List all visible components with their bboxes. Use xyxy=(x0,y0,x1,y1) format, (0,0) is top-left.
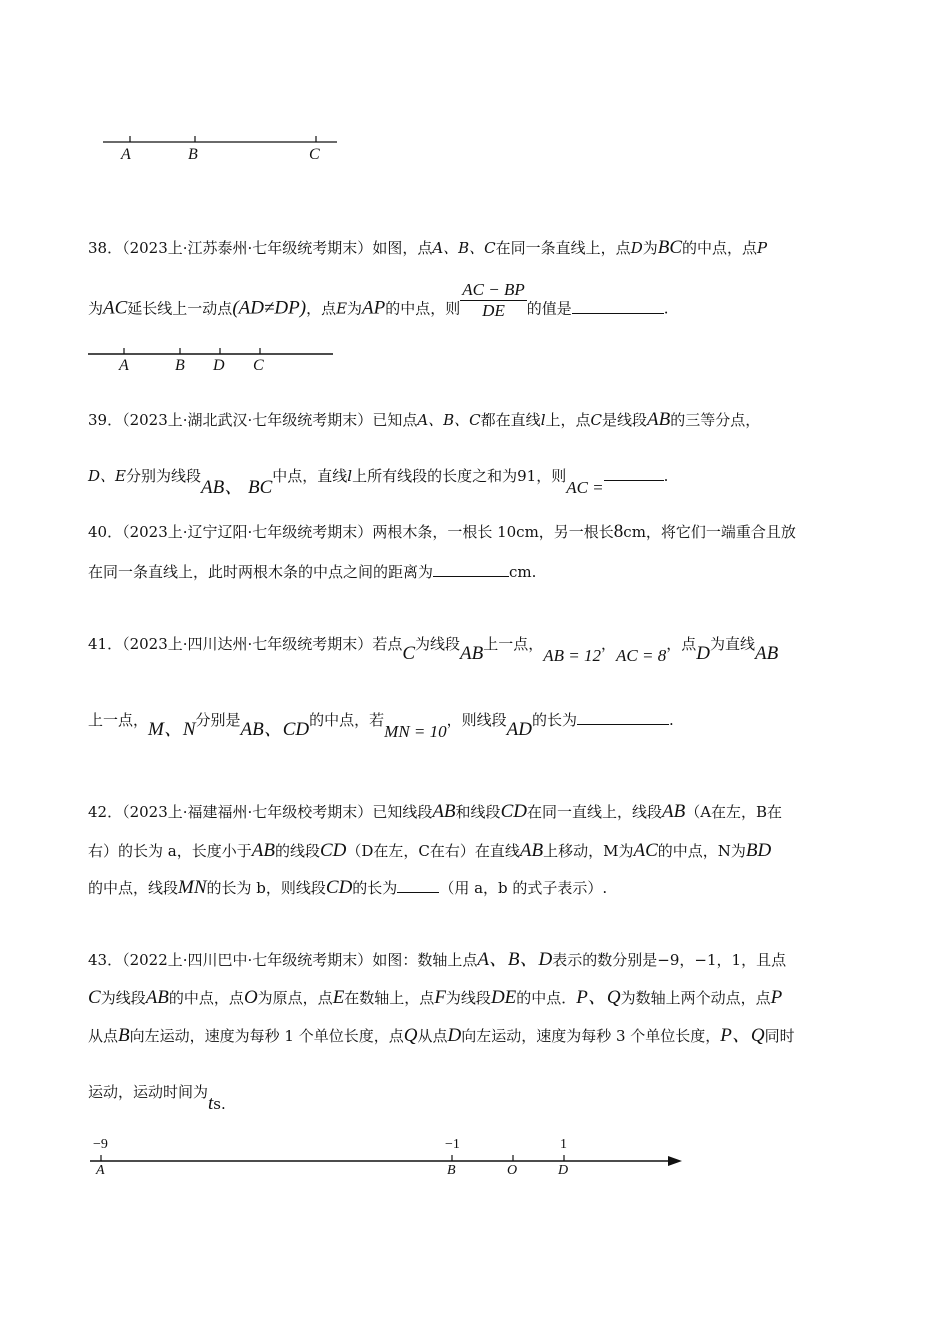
q39-points: A、B、C xyxy=(417,411,481,429)
q41-text: . xyxy=(669,711,674,729)
q39-text: 已知点 xyxy=(372,411,418,429)
q43-text: 在数轴上，点 xyxy=(344,989,435,1007)
q41-text: 为线段 xyxy=(415,635,461,653)
q39-line2 xyxy=(88,466,669,498)
q43-line1 xyxy=(88,950,786,970)
q42-text: 的中点，N为 xyxy=(657,842,746,860)
q42-line1 xyxy=(88,802,782,822)
q43-seg-de: DE xyxy=(490,987,517,1008)
q43-line2 xyxy=(88,988,782,1008)
q41-point-c: C xyxy=(402,643,416,664)
q42-line3 xyxy=(88,878,607,898)
q41-text: 上一点， xyxy=(88,711,149,729)
q43-text: 从点 xyxy=(417,1027,448,1045)
q39-points-de: D、E xyxy=(88,467,126,485)
q39-answer-blank[interactable] xyxy=(604,466,664,481)
q42-text: （用 a，b 的式子表示）. xyxy=(439,879,608,897)
q39-line-l: l xyxy=(540,411,546,429)
q43-points-pq: P、Q xyxy=(576,987,621,1008)
q41-eq-ab: AB = 12 xyxy=(543,646,602,665)
q42-seg-ab: AB xyxy=(432,801,456,822)
q42-seg-cd: CD xyxy=(500,801,527,822)
q42-text: 的中点，线段 xyxy=(88,879,179,897)
axis-label-a: A xyxy=(96,1163,105,1178)
q43-text: ，且点 xyxy=(741,951,787,969)
q38-number: 38． xyxy=(88,239,123,257)
q38-text: 为 xyxy=(642,239,658,257)
q39-text: 上，点 xyxy=(545,411,591,429)
point-label-b: B xyxy=(188,146,198,163)
q41-segs: AB、CD xyxy=(240,719,310,740)
q41-points-mn: M、N xyxy=(148,719,196,740)
q43-point-f: F xyxy=(434,987,446,1008)
q39-text: ，则 xyxy=(536,467,567,485)
q42-text: 已知线段 xyxy=(372,803,433,821)
q41-text: 的中点，若 xyxy=(309,711,385,729)
q43-point-q: Q xyxy=(403,1025,418,1046)
q42-text: 上移动，M为 xyxy=(543,842,634,860)
q41-text: ，则线段 xyxy=(446,711,507,729)
q41-eq-ac: AC = 8 xyxy=(616,646,667,665)
q39-answer-label: AC = xyxy=(566,478,604,497)
q38-label-b: B xyxy=(175,357,185,374)
q43-point-b: B xyxy=(118,1025,130,1046)
point-label-a: A xyxy=(121,146,131,163)
q38-text: 的中点，点 xyxy=(682,239,758,257)
q43-point-p: P xyxy=(770,987,783,1008)
q43-number-line xyxy=(90,1150,690,1174)
q38-label-c: C xyxy=(253,357,264,374)
q43-number: 43． xyxy=(88,951,123,969)
q41-text: ， xyxy=(666,635,682,653)
q43-text: 同时 xyxy=(764,1027,795,1045)
q38-point-d: D xyxy=(630,239,643,257)
q43-text: 如图：数轴上点 xyxy=(372,951,478,969)
arrow-right-icon xyxy=(668,1156,682,1166)
q38-points: A、B、C xyxy=(432,239,496,257)
q38-point-e: E xyxy=(336,299,348,318)
axis-label-d: D xyxy=(558,1163,569,1178)
q39-text: 的三等分点， xyxy=(670,411,761,429)
q41-seg-ad: AD xyxy=(506,719,532,740)
q39-text: 上所有线段的长度之和为 xyxy=(352,467,518,485)
q40-text: 在同一条直线上，此时两根木条的中点之间的距离为 xyxy=(88,563,434,581)
q38-text: 的值是 xyxy=(526,299,572,318)
q39-text: 中点，直线 xyxy=(272,467,348,485)
q38-line1 xyxy=(88,238,767,258)
q43-text: 为线段 xyxy=(445,989,491,1007)
q40-text: cm. xyxy=(509,563,537,581)
q43-text: 向左运动，速度为每秒 1 个单位长度，点 xyxy=(129,1027,404,1045)
q42-text: 的长为 b，则线段 xyxy=(206,879,326,897)
q42-seg-ab: AB xyxy=(251,840,275,861)
q41-number: 41． xyxy=(88,635,123,653)
q43-point-c: C xyxy=(88,987,101,1008)
q40-answer-blank[interactable] xyxy=(433,562,509,577)
q41-seg-ab: AB xyxy=(755,643,779,664)
axis-label-b: B xyxy=(447,1163,456,1178)
axis-value-neg1: −1 xyxy=(445,1137,460,1152)
axis-value-1: 1 xyxy=(560,1137,567,1152)
q41-line2 xyxy=(88,710,674,741)
q38-text: 的中点，则 xyxy=(385,299,461,318)
q42-line2 xyxy=(88,841,771,861)
q43-line4 xyxy=(88,1082,226,1114)
q38-text: . xyxy=(663,299,669,318)
q38-text: 延长线上一动点 xyxy=(127,299,233,318)
q43-values: −9，−1，1 xyxy=(657,951,742,969)
q41-text: 若点 xyxy=(372,635,403,653)
q39-source: （2023上·湖北武汉·七年级统考期末） xyxy=(122,411,373,429)
q40-length: 8 xyxy=(613,521,624,542)
q41-point-d: D xyxy=(696,643,710,664)
q43-points-pq: P、Q xyxy=(720,1025,765,1046)
q41-text: 上一点， xyxy=(483,635,544,653)
q43-text: s. xyxy=(213,1095,226,1113)
axis-value-neg9: −9 xyxy=(93,1137,108,1152)
q41-text: 为直线 xyxy=(710,635,756,653)
q42-seg-ab: AB xyxy=(661,801,686,822)
q42-source: （2023上·福建福州·七年级校考期末） xyxy=(122,803,373,821)
q43-text: 向左运动，速度为每秒 3 个单位长度， xyxy=(461,1027,721,1045)
q38-label-d: D xyxy=(213,357,225,374)
q41-eq-mn: MN = 10 xyxy=(384,722,447,741)
q38-text: 为 xyxy=(347,299,363,318)
q39-sum: 91 xyxy=(517,467,537,485)
q39-point-c: C xyxy=(590,411,602,429)
q43-points: A、B、D xyxy=(477,949,553,970)
q43-text: 的中点． xyxy=(516,989,577,1007)
q41-text: ， xyxy=(601,635,617,653)
q42-seg-bd: BD xyxy=(745,840,772,861)
q42-seg-ac: AC xyxy=(633,840,658,861)
q38-label-a: A xyxy=(119,357,129,374)
q41-seg-ab: AB xyxy=(460,643,484,664)
q40-text: cm，将它们一端重合且放 xyxy=(623,523,796,541)
q43-text: 从点 xyxy=(88,1027,119,1045)
q42-text: 的线段 xyxy=(274,842,320,860)
q40-line2 xyxy=(88,562,536,582)
q43-point-o: O xyxy=(243,987,258,1008)
q41-text: 的长为 xyxy=(532,711,578,729)
q38-text: 为 xyxy=(88,299,104,318)
q43-text: 的中点，点 xyxy=(168,989,244,1007)
q41-answer-blank[interactable] xyxy=(577,710,669,725)
q42-text: （A在左，B在 xyxy=(685,803,783,821)
q42-text: 右）的长为 a，长度小于 xyxy=(88,842,252,860)
q43-point-d: D xyxy=(447,1025,462,1046)
q38-text: ，点 xyxy=(306,299,337,318)
q41-text: 分别是 xyxy=(195,711,241,729)
q38-seg-ac: AC xyxy=(103,297,128,319)
q38-text: 如图，点 xyxy=(372,239,433,257)
q38-seg-bc: BC xyxy=(657,237,683,258)
q42-seg-cd: CD xyxy=(319,840,347,861)
q43-source: （2022上·四川巴中·七年级统考期末） xyxy=(122,951,373,969)
q38-point-p: P xyxy=(757,239,768,257)
q38-answer-blank[interactable] xyxy=(572,299,664,314)
q39-text: 都在直线 xyxy=(480,411,541,429)
q43-time-t: t xyxy=(208,1093,214,1114)
q38-fraction-numerator: AC − BP xyxy=(462,280,525,299)
q43-text: 表示的数分别是 xyxy=(552,951,658,969)
q38-text: 在同一条直线上，点 xyxy=(495,239,631,257)
q43-text: 运动，运动时间为 xyxy=(88,1083,209,1101)
q42-text: （D在左，C在右）在直线 xyxy=(346,842,520,860)
q39-number: 39． xyxy=(88,411,123,429)
q43-text: 为线段 xyxy=(100,989,146,1007)
q42-seg-ab: AB xyxy=(519,840,544,861)
q43-point-e: E xyxy=(332,987,345,1008)
q42-seg-cd: CD xyxy=(325,877,353,898)
q38-source: （2023上·江苏泰州·七年级统考期末） xyxy=(122,239,373,257)
q39-text: 是线段 xyxy=(602,411,648,429)
q41-source: （2023上·四川达州·七年级统考期末） xyxy=(122,635,373,653)
q42-seg-mn: MN xyxy=(178,877,207,898)
q41-line1 xyxy=(88,634,779,665)
point-label-c: C xyxy=(309,146,320,163)
q40-source: （2023上·辽宁辽阳·七年级统考期末） xyxy=(122,523,373,541)
q39-segs: AB、 BC xyxy=(201,477,273,498)
q40-line1 xyxy=(88,522,796,542)
q38-fraction-denominator: DE xyxy=(482,301,505,320)
q42-number: 42． xyxy=(88,803,123,821)
q38-line2 xyxy=(88,280,669,321)
q43-line3 xyxy=(88,1026,795,1046)
q42-text: 的长为 xyxy=(352,879,398,897)
q41-text: 点 xyxy=(681,635,697,653)
q42-text: 在同一直线上，线段 xyxy=(526,803,662,821)
q38-fraction xyxy=(460,280,526,321)
q43-text: 为原点，点 xyxy=(257,989,333,1007)
q42-answer-blank[interactable] xyxy=(397,878,439,893)
q39-text: 分别为线段 xyxy=(125,467,201,485)
q43-seg-ab: AB xyxy=(145,987,169,1008)
axis-label-o: O xyxy=(507,1163,518,1178)
q38-seg-ap: AP xyxy=(362,297,386,319)
q43-text: 为数轴上两个动点，点 xyxy=(620,989,771,1007)
q39-text: . xyxy=(663,467,669,485)
q39-line-l: l xyxy=(347,467,353,485)
q38-condition: (AD≠DP) xyxy=(232,297,307,319)
q40-number: 40． xyxy=(88,523,123,541)
q42-text: 和线段 xyxy=(455,803,501,821)
top-segment-figure xyxy=(100,130,340,170)
q40-text: 两根木条，一根长 10cm，另一根长 xyxy=(372,523,614,541)
q39-line1 xyxy=(88,410,760,430)
q39-seg-ab: AB xyxy=(647,409,671,430)
